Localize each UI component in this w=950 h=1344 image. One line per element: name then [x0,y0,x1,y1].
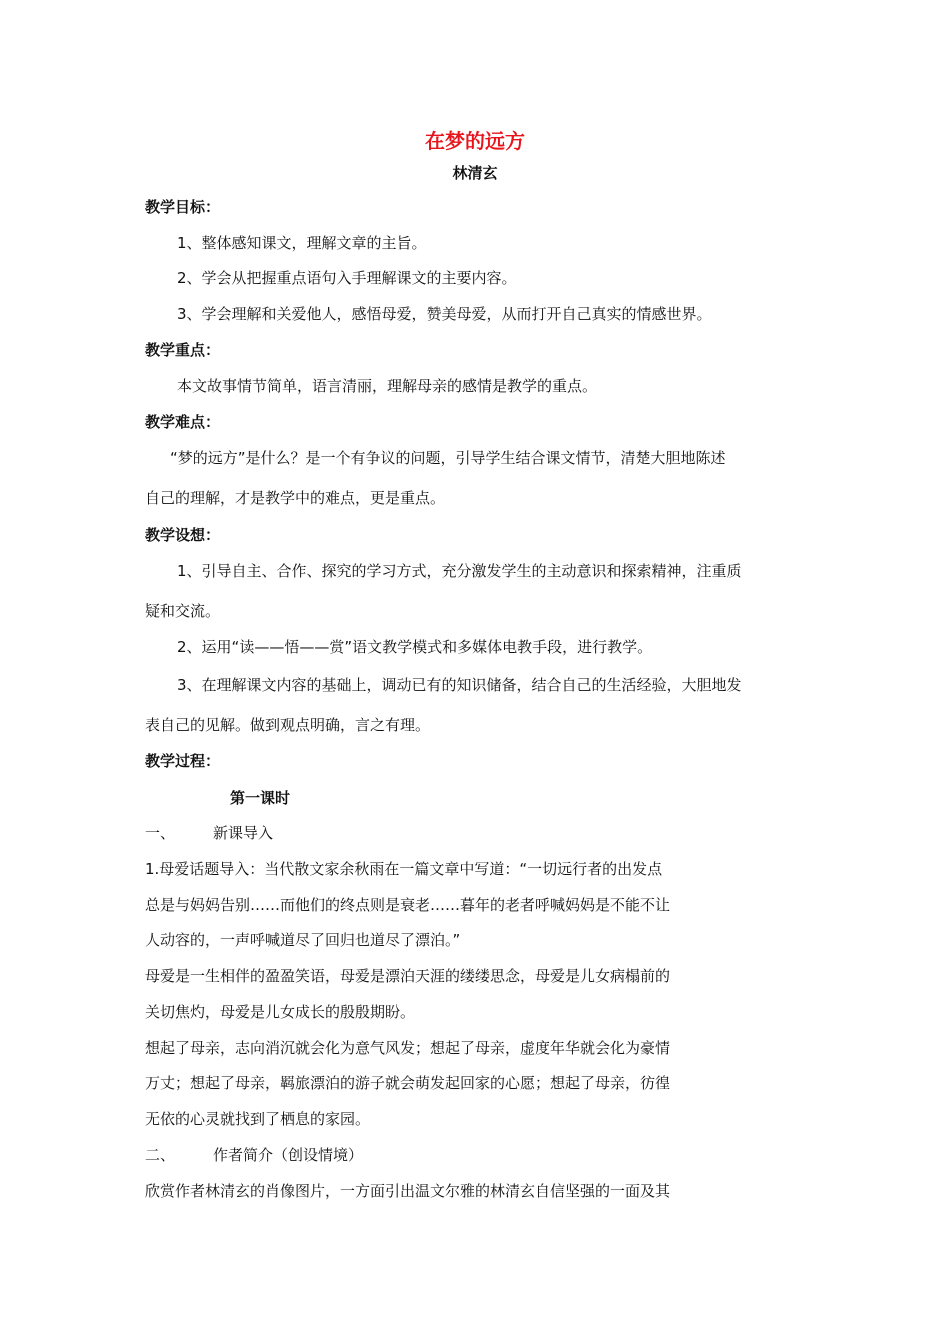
author-name: 林清玄 [452,164,498,182]
lesson-title: 第一课时 [230,789,291,807]
paragraph-line: 想起了母亲，志向消沉就会化为意气风发；想起了母亲，虚度年华就会化为豪情 [145,1039,671,1057]
goal-item: 3、学会理解和关爱他人，感悟母爱，赞美母爱，从而打开自己真实的情感世界。 [177,305,712,323]
paragraph-line: 欣赏作者林清玄的肖像图片，一方面引出温文尔雅的林清玄自信坚强的一面及其 [145,1182,671,1200]
section-number: 一、 [145,824,176,842]
paragraph-line: 无依的心灵就找到了栖息的家园。 [145,1110,371,1128]
paragraph-line: 总是与妈妈告别……而他们的终点则是衰老……暮年的老者呼喊妈妈是不能不让 [145,896,671,914]
document-title: 在梦的远方 [425,129,525,153]
process-heading: 教学过程： [145,752,221,770]
section-heading [145,823,273,843]
design-item: 2、运用“读——悟——赏”语文教学模式和多媒体电教手段，进行教学。 [177,638,653,656]
paragraph-line: 母爱是一生相伴的盈盈笑语，母爱是漂泊天涯的缕缕思念，母爱是儿女病榻前的 [145,967,671,985]
section-number: 二、 [145,1146,176,1164]
section-heading [145,1145,363,1165]
goal-item: 1、整体感知课文，理解文章的主旨。 [177,234,427,252]
paragraph-line: 1.母爱话题导入：当代散文家余秋雨在一篇文章中写道：“一切远行者的出发点 [145,860,663,878]
design-item: 1、引导自主、合作、探究的学习方式，充分激发学生的主动意识和探索精神，注重质 [177,562,742,580]
section-title: 作者简介（创设情境） [213,1146,364,1164]
difficulty-text: “梦的远方”是什么？是一个有争议的问题，引导学生结合课文情节，清楚大胆地陈述 [170,449,726,467]
design-item: 疑和交流。 [145,602,221,620]
paragraph-line: 万丈；想起了母亲，羁旅漂泊的游子就会萌发起回家的心愿；想起了母亲，彷徨 [145,1074,671,1092]
difficulty-text: 自己的理解，才是教学中的难点，更是重点。 [145,489,446,507]
focus-text: 本文故事情节简单，语言清丽，理解母亲的感情是教学的重点。 [177,377,598,395]
difficulty-heading: 教学难点： [145,413,221,431]
focus-heading: 教学重点： [145,341,221,359]
paragraph-line: 关切焦灼，母爱是儿女成长的殷殷期盼。 [145,1003,416,1021]
design-item: 3、在理解课文内容的基础上，调动已有的知识储备，结合自己的生活经验，大胆地发 [177,676,742,694]
section-title: 新课导入 [213,824,274,842]
design-item: 表自己的见解。做到观点明确，言之有理。 [145,716,431,734]
goals-heading: 教学目标： [145,198,221,216]
goal-item: 2、学会从把握重点语句入手理解课文的主要内容。 [177,269,517,287]
paragraph-line: 人动容的，一声呼喊道尽了回归也道尽了漂泊。” [145,931,461,949]
design-heading: 教学设想： [145,526,221,544]
